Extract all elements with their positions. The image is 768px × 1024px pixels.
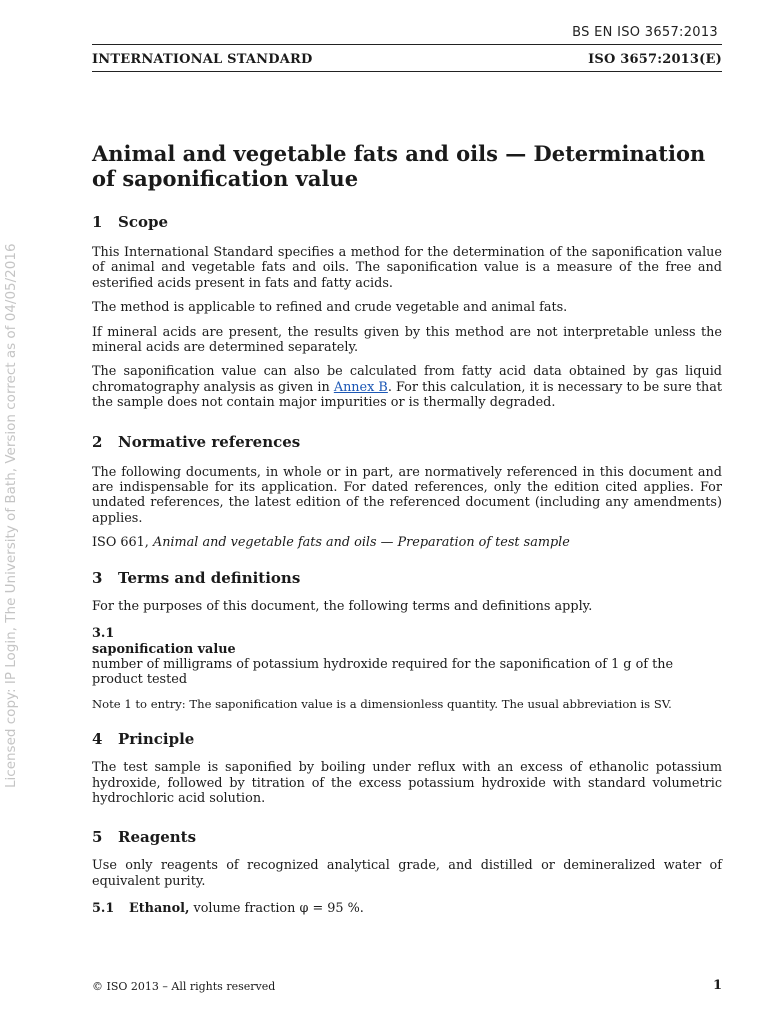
footer-copyright: © ISO 2013 – All rights reserved [92,980,276,993]
term-definition: number of milligrams of potassium hydroxide required for the saponification of 1 g of the product tested [92,656,674,688]
annex-b-link[interactable]: Annex B [333,379,388,395]
header-standard-number: ISO 3657:2013(E) [588,52,722,67]
header-standard-label: INTERNATIONAL STANDARD [92,52,313,67]
scope-paragraph-1: This International Standard specifies a method for the determination of the saponification value of animal and vegetable fats and oils. The saponification value is a measure of the free and esterified acids present in fats and fatty acids. [92,245,722,291]
reagent-item-ethanol [92,901,722,916]
reagent-item-text: volume fraction φ = 95 %. [193,901,364,917]
scope-p4-text-a: The saponification value can also be calculated from fatty acid data obtained by gas liquid chromatography analysis as given in [92,364,722,395]
document-body [92,215,722,917]
section-number: 1 [92,213,103,231]
section-title: Terms and definitions [118,568,301,587]
section-number: 3 [92,568,103,587]
term-name: saponification value [92,641,236,657]
section-title: Principle [118,730,195,749]
reference-title: Animal and vegetable fats and oils — Preparation of test sample [152,535,570,551]
license-watermark: Licensed copy: IP Login, The University of Bath, Version correct as of 04/05/2016 [3,243,19,788]
section-title: Reagents [118,828,197,847]
header-divider-bottom [92,71,722,72]
scope-p4-text-b: . For this calculation, it is necessary to be sure that the sample does not contain major impurities or is thermally degraded. [92,379,722,411]
page-title: Animal and vegetable fats and oils — Determination of saponification value [92,141,706,191]
section-heading-terms-definitions [92,568,722,589]
term-note: Note 1 to entry: The saponification value is a dimensionless quantity. The usual abbreviation is SV. [92,696,672,711]
section-heading-scope [92,215,722,233]
section-heading-reagents [92,830,722,848]
section-heading-principle [92,732,722,750]
header-divider-top [92,44,722,45]
terms-paragraph-1: For the purposes of this document, the following terms and definitions apply. [92,598,593,614]
normative-paragraph-1: The following documents, in whole or in part, are normatively referenced in this document and are indispensable for its application. For dated references, only the edition cited applies. For undated references, the latest edition of the referenced document (including any amendments) applies. [92,464,722,526]
section-heading-normative-references [92,432,722,453]
scope-paragraph-3: If mineral acids are present, the results given by this method are not interpretable unless the mineral acids are determined separately. [92,324,722,356]
reagent-item-number: 5.1 [92,901,115,917]
section-number: 4 [92,730,103,749]
reference-code: ISO 661, [92,535,149,551]
term-number: 3.1 [92,626,115,642]
reagent-item-name: Ethanol, [129,901,190,917]
section-number: 2 [92,432,103,451]
section-title: Normative references [118,432,301,451]
page-number: 1 [712,978,722,993]
section-number: 5 [92,828,103,847]
reagents-paragraph-1: Use only reagents of recognized analytical grade, and distilled or demineralized water of equivalent purity. [92,858,722,889]
scope-paragraph-4 [92,364,722,410]
scope-paragraph-2: The method is applicable to refined and crude vegetable and animal fats. [92,300,568,316]
normative-reference-item [92,535,722,550]
document-code-top: BS EN ISO 3657:2013 [572,25,718,40]
principle-paragraph-1: The test sample is saponified by boiling under reflux with an excess of ethanolic potassium hydroxide, followed by titration of the excess potassium hydroxide with standard volumetric hydrochloric acid solution. [92,760,722,806]
section-title: Scope [118,213,169,231]
